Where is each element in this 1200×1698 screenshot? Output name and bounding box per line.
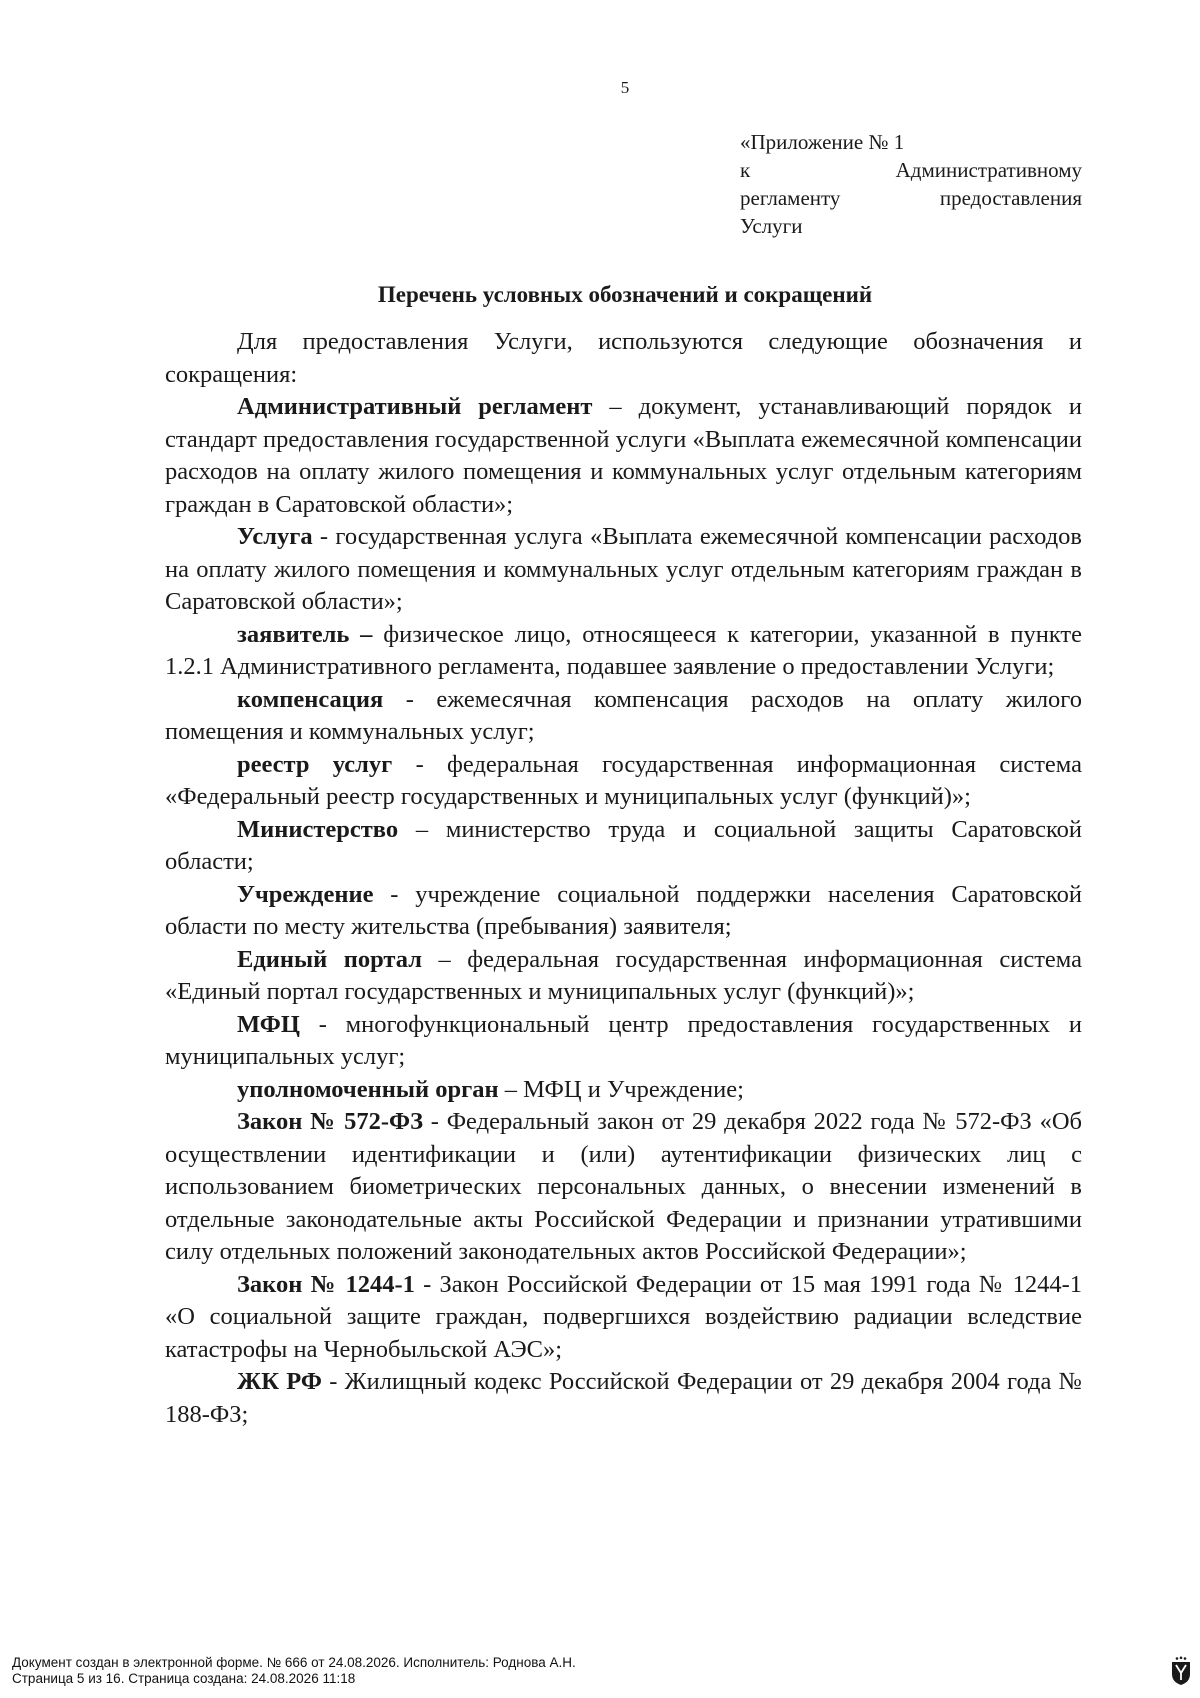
definition-item <box>165 1269 1082 1367</box>
definition-item <box>165 391 1082 521</box>
definition-term: реестр услуг <box>237 750 393 778</box>
definition-term: МФЦ <box>237 1010 300 1038</box>
definition-term: Единый портал <box>237 945 422 973</box>
appendix-header <box>740 128 1082 240</box>
coat-of-arms-icon <box>1170 1656 1192 1686</box>
definition-term: Закон № 572-ФЗ <box>237 1108 424 1135</box>
definition-term: заявитель – <box>237 620 373 648</box>
definition-text: физическое лицо, относящееся к категории, указанной в пункте 1.2.1 Административного регламента, подавшее заявление о предоставлении Услуги; <box>165 620 1083 680</box>
definition-term: Услуга <box>237 523 313 550</box>
definition-item <box>165 619 1082 684</box>
appendix-line-3-left: регламенту <box>740 186 841 210</box>
definition-text: - государственная услуга «Выплата ежемесячной компенсации расходов на оплату жилого помещения и коммунальных услуг отдельным категориям граждан в Саратовской области»; <box>165 523 1082 615</box>
definition-text: – МФЦ и Учреждение; <box>498 1075 744 1103</box>
page-number: 5 <box>620 78 630 97</box>
appendix-line-4: Услуги <box>740 214 803 238</box>
definition-item <box>165 1074 1082 1107</box>
document-body <box>165 326 1082 1431</box>
appendix-line-3 <box>740 184 1082 212</box>
definition-item <box>165 879 1082 944</box>
appendix-line-2 <box>740 156 1082 184</box>
appendix-line-1: «Приложение № 1 <box>740 130 905 154</box>
footer-line-2: Страница 5 из 16. Страница создана: 24.08.2026 11:18 <box>12 1671 356 1686</box>
definition-term: Административный регламент <box>237 393 593 420</box>
definition-text: – министерство труда и социальной защиты Саратовской области; <box>165 815 1082 875</box>
definition-term: ЖК РФ <box>237 1368 322 1395</box>
definition-text: - учреждение социальной поддержки населения Саратовской области по месту жительства (пребывания) заявителя; <box>165 880 1082 940</box>
definition-term: компенсация <box>237 685 384 713</box>
definition-term: Учреждение <box>237 880 374 908</box>
appendix-line-3-right: предоставления <box>939 186 1082 210</box>
definition-item <box>165 1009 1082 1074</box>
definition-item <box>165 1106 1082 1269</box>
intro-paragraph: Для предоставления Услуги, используются следующие обозначения и сокращения: <box>165 328 1082 388</box>
definition-text: - многофункциональный центр предоставления государственных и муниципальных услуг; <box>165 1010 1082 1070</box>
document-footer <box>12 1655 576 1687</box>
definition-text: – документ, устанавливающий порядок и стандарт предоставления государственной услуги «Выплата ежемесячной компенсации расходов на оплату жилого помещения и коммунальных услуг отдельным категориям граждан в Саратовской области»; <box>165 393 1083 518</box>
definition-term: Министерство <box>237 815 399 843</box>
definition-item <box>165 1366 1082 1431</box>
footer-line-1: Документ создан в электронной форме. № 666 от 24.08.2026. Исполнитель: Роднова А.Н. <box>12 1655 576 1670</box>
definition-text: - Федеральный закон от 29 декабря 2022 года № 572-ФЗ «Об осуществлении идентификации и (или) аутентификации физических лиц с использованием биометрических персональных данных, о внесении изменений в отдельные законодательные акты Российской Федерации и признании утратившими силу отдельных положений законодательных актов Российской Федерации»; <box>165 1108 1082 1265</box>
definition-text: - федеральная государственная информационная система «Федеральный реестр государственных и муниципальных услуг (функций)»; <box>165 750 1082 810</box>
definition-text: – федеральная государственная информационная система «Единый портал государственных и муниципальных услуг (функций)»; <box>165 945 1082 1005</box>
definition-text: - Закон Российской Федерации от 15 мая 1991 года № 1244-1 «О социальной защите граждан, подвергшихся воздействию радиации вследствие катастрофы на Чернобыльской АЭС»; <box>165 1270 1082 1363</box>
appendix-line-2-left: к <box>740 158 751 182</box>
definition-term: Закон № 1244-1 <box>237 1270 415 1298</box>
document-title: Перечень условных обозначений и сокращений <box>377 282 873 307</box>
definition-item <box>165 814 1082 879</box>
definition-item <box>165 944 1082 1009</box>
definition-item <box>165 684 1082 749</box>
definition-term: уполномоченный орган <box>237 1075 499 1103</box>
appendix-line-2-right: Административному <box>895 158 1082 182</box>
definition-text: - ежемесячная компенсация расходов на оплату жилого помещения и коммунальных услуг; <box>165 685 1082 745</box>
definition-item <box>165 521 1082 619</box>
definition-item <box>165 749 1082 814</box>
definition-text: - Жилищный кодекс Российской Федерации от 29 декабря 2004 года № 188-ФЗ; <box>165 1368 1082 1428</box>
